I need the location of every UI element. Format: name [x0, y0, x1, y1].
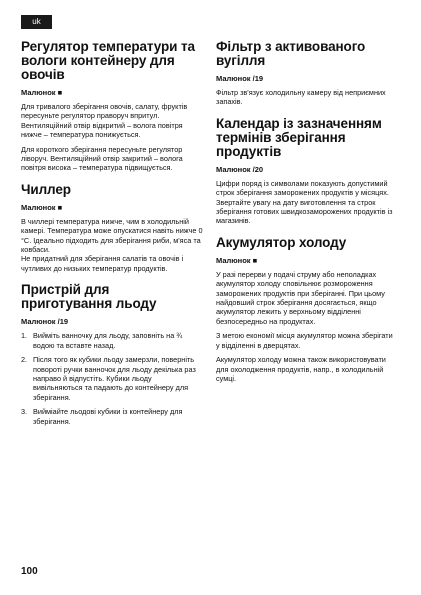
left-column — [21, 40, 203, 436]
instruction-list — [21, 331, 203, 426]
item-number: 2. — [21, 355, 28, 365]
section-charcoal-filter — [216, 40, 398, 107]
section-cold-accumulator — [216, 236, 398, 383]
item-number: 3. — [21, 407, 28, 417]
paragraph: Не придатний для зберігання салатів та овочів і чутливих до низьких температур продуктів. — [21, 254, 184, 273]
list-item — [21, 331, 203, 350]
paragraph: У разі перерви у подачі струму або неполадках акумулятор холоду сповільнює розмороження заморожених продуктів при зберіганні. При цьому найдовший строк зберігання досягається, якщо акумулятор лежить у верхньому відділенні безпосередньо на продуктах. — [216, 269, 385, 326]
page-number: 100 — [21, 566, 38, 577]
language-tab: uk — [21, 15, 52, 29]
paragraph: Акумулятор холоду можна також використовувати для охолодження продуктів, напр., в холодильній сумці. — [216, 355, 386, 383]
section-chiller — [21, 183, 203, 273]
section-temperature-humidity-regulator — [21, 40, 203, 173]
section-title: Чиллер — [21, 181, 71, 197]
item-text: Вийміть ванночку для льоду, заповніть на ¾ водою та вставте назад. — [33, 331, 183, 350]
list-item — [21, 407, 203, 426]
item-text: Після того як кубики льоду замерзли, поверніть повороті ручки ванночок для льоду декілька раз направо й відпустіть. Кубики льоду вивільняються та падають до контейнеру для зберігання. — [33, 355, 196, 402]
section-storage-calendar — [216, 117, 398, 226]
paragraph: Цифри поряд із символами показують допустимий строк зберігання заморожених продуктів у місяцях. Звертайте увагу на дату виготовлення та строк зберігання готових швидкозаморожених продуктів із магазинів. — [216, 178, 393, 226]
item-text: Вийміайте льодові кубики із контейнеру для зберігання. — [33, 407, 183, 426]
section-title: Регулятор температури та вологи контейнеру для овочів — [21, 39, 195, 82]
figure-reference: Малюнок /19 — [216, 74, 264, 83]
section-title: Календар із зазначенням термінів зберігання продуктів — [216, 115, 382, 159]
section-title: Акумулятор холоду — [216, 234, 347, 250]
figure-reference: Малюнок ■ — [21, 88, 63, 97]
section-ice-maker — [21, 283, 203, 426]
paragraph: Фільтр зв'язує холодильну камеру від неприємних запахів. — [216, 88, 386, 107]
item-number: 1. — [21, 331, 28, 341]
paragraph: В чиллері температура нижче, чим в холодильній камері. Температура може опускатися навіть нижче 0 °C. Ідеально підходить для зберігання риби, м'яса та ковбаси. — [21, 216, 203, 255]
figure-reference: Малюнок /19 — [21, 317, 69, 327]
right-column — [216, 40, 398, 393]
figure-reference: Малюнок ■ — [216, 255, 258, 265]
section-title: Фільтр з активованого вугілля — [216, 39, 366, 68]
paragraph: З метою економії місця акумулятор можна зберігати у відділенні в дверцятах. — [216, 331, 393, 350]
section-title: Пристрій для приготування льоду — [21, 282, 157, 312]
figure-reference: Малюнок ■ — [21, 202, 63, 212]
paragraph: Для тривалого зберігання овочів, салату, фруктів пересуньте регулятор праворуч впритул. Вентиляційний отвір відкритий – волога повітря нижче – температура понижується. — [21, 102, 188, 140]
list-item — [21, 355, 203, 402]
figure-reference: Малюнок /20 — [216, 164, 264, 174]
paragraph: Для короткого зберігання пересуньте регулятор ліворуч. Вентиляційний отвір закритий – волога повітря висока – температура підвищується. — [21, 144, 183, 173]
